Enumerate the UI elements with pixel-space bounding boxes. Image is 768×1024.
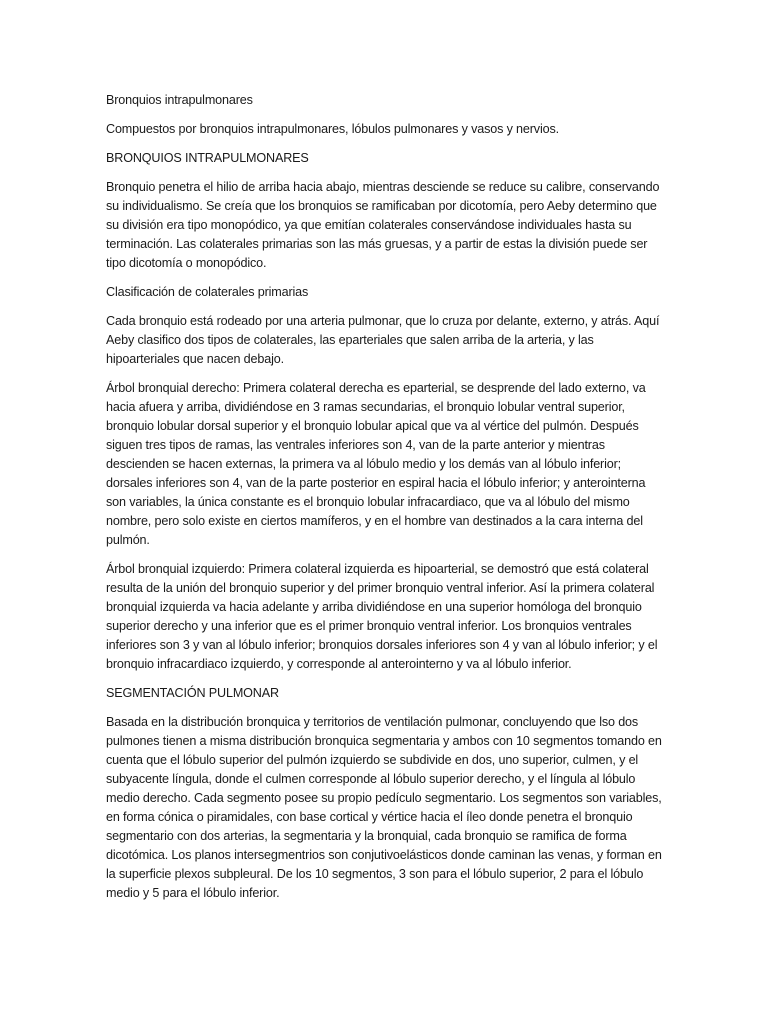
heading-segmentacion-pulmonar: SEGMENTACIÓN PULMONAR (106, 686, 279, 700)
paragraph-arbol-derecho: Árbol bronquial derecho: Primera colateral derecha es eparterial, se desprende del lado externo, va hacia afuera y arriba, dividiéndose en 3 ramas secundarias, el bronquio lobular ventral superior, bronquio lobular dorsal superior y el bronquio lobular apical que va al vértice del pulmón. Después siguen tres tipos de ramas, las ventrales inferiores son 4, van de la parte anterior y mientras descienden se hacen externas, la primera va al lóbulo medio y los demás van al lóbulo inferior; dorsales inferiores son 4, van de la parte posterior en espiral hacia el lóbulo inferior; y anterointerna son variables, la única constante es el bronquio lobular infracardiaco, que va al lóbulo del mismo nombre, pero solo existe en ciertos mamíferos, y en el hombre van destinados a la cara interna del pulmón. (106, 381, 646, 547)
document-page (106, 91, 662, 913)
title-bronquios-intrapulmonares: Bronquios intrapulmonares (106, 93, 253, 107)
paragraph-bronquio-hilio: Bronquio penetra el hilio de arriba hacia abajo, mientras desciende se reduce su calibre, conservando su individualismo. Se creía que los bronquios se ramificaban por dicotomía, pero Aeby determino que su división era tipo monopódico, ya que emitían colaterales conservándose individuales hasta su terminación. Las colaterales primarias son las más gruesas, y a partir de estas la división puede ser tipo dicotomía o monopódico. (106, 180, 660, 270)
paragraph-intro: Compuestos por bronquios intrapulmonares, lóbulos pulmonares y vasos y nervios. (106, 122, 559, 136)
paragraph-segmentacion: Basada en la distribución bronquica y territorios de ventilación pulmonar, concluyendo que lso dos pulmones tienen a misma distribución bronquica segmentaria y ambos con 10 segmentos tomando en cuenta que el lóbulo superior del pulmón izquierdo se subdivide en dos, uno superior, culmen, y el subyacente língula, donde el culmen corresponde al lóbulo superior derecho, y el língula al lóbulo medio derecho. Cada segmento posee su propio pedículo segmentario. Los segmentos son variables, en forma cónica o piramidales, con base cortical y vértice hacia el íleo donde penetra el bronquio segmentario con dos arterias, la segmentaria y la bronquial, cada bronquio se ramifica de forma dicotómica. Los planos intersegmentrios son conjutivoelásticos donde caminan las venas, y forman en la superficie plexos subpleural. De los 10 segmentos, 3 son para el lóbulo superior, 2 para el lóbulo medio y 5 para el lóbulo inferior. (106, 715, 662, 900)
heading-clasificacion-colaterales: Clasificación de colaterales primarias (106, 285, 309, 299)
heading-bronquios-intrapulmonares: BRONQUIOS INTRAPULMONARES (106, 151, 309, 165)
paragraph-arbol-izquierdo: Árbol bronquial izquierdo: Primera colateral izquierda es hipoarterial, se demostró que está colateral resulta de la unión del bronquio superior y del primer bronquio ventral inferior. Así la primera colateral bronquial izquierda va hacia adelante y arriba dividiéndose en una superior homóloga del bronquio superior derecho y una inferior que es el primer bronquio ventral inferior. Los bronquios ventrales inferiores son 3 y van al lóbulo inferior; bronquios dorsales inferiores son 4 y van al lóbulo inferior; y el bronquio infracardiaco izquierdo, y corresponde al anterointerno y va al lóbulo inferior. (106, 562, 658, 671)
paragraph-arteria-pulmonar: Cada bronquio está rodeado por una arteria pulmonar, que lo cruza por delante, externo, y atrás. Aquí Aeby clasifico dos tipos de colaterales, las eparteriales que salen arriba de la arteria, y las hipoarteriales que nacen debajo. (106, 314, 660, 366)
